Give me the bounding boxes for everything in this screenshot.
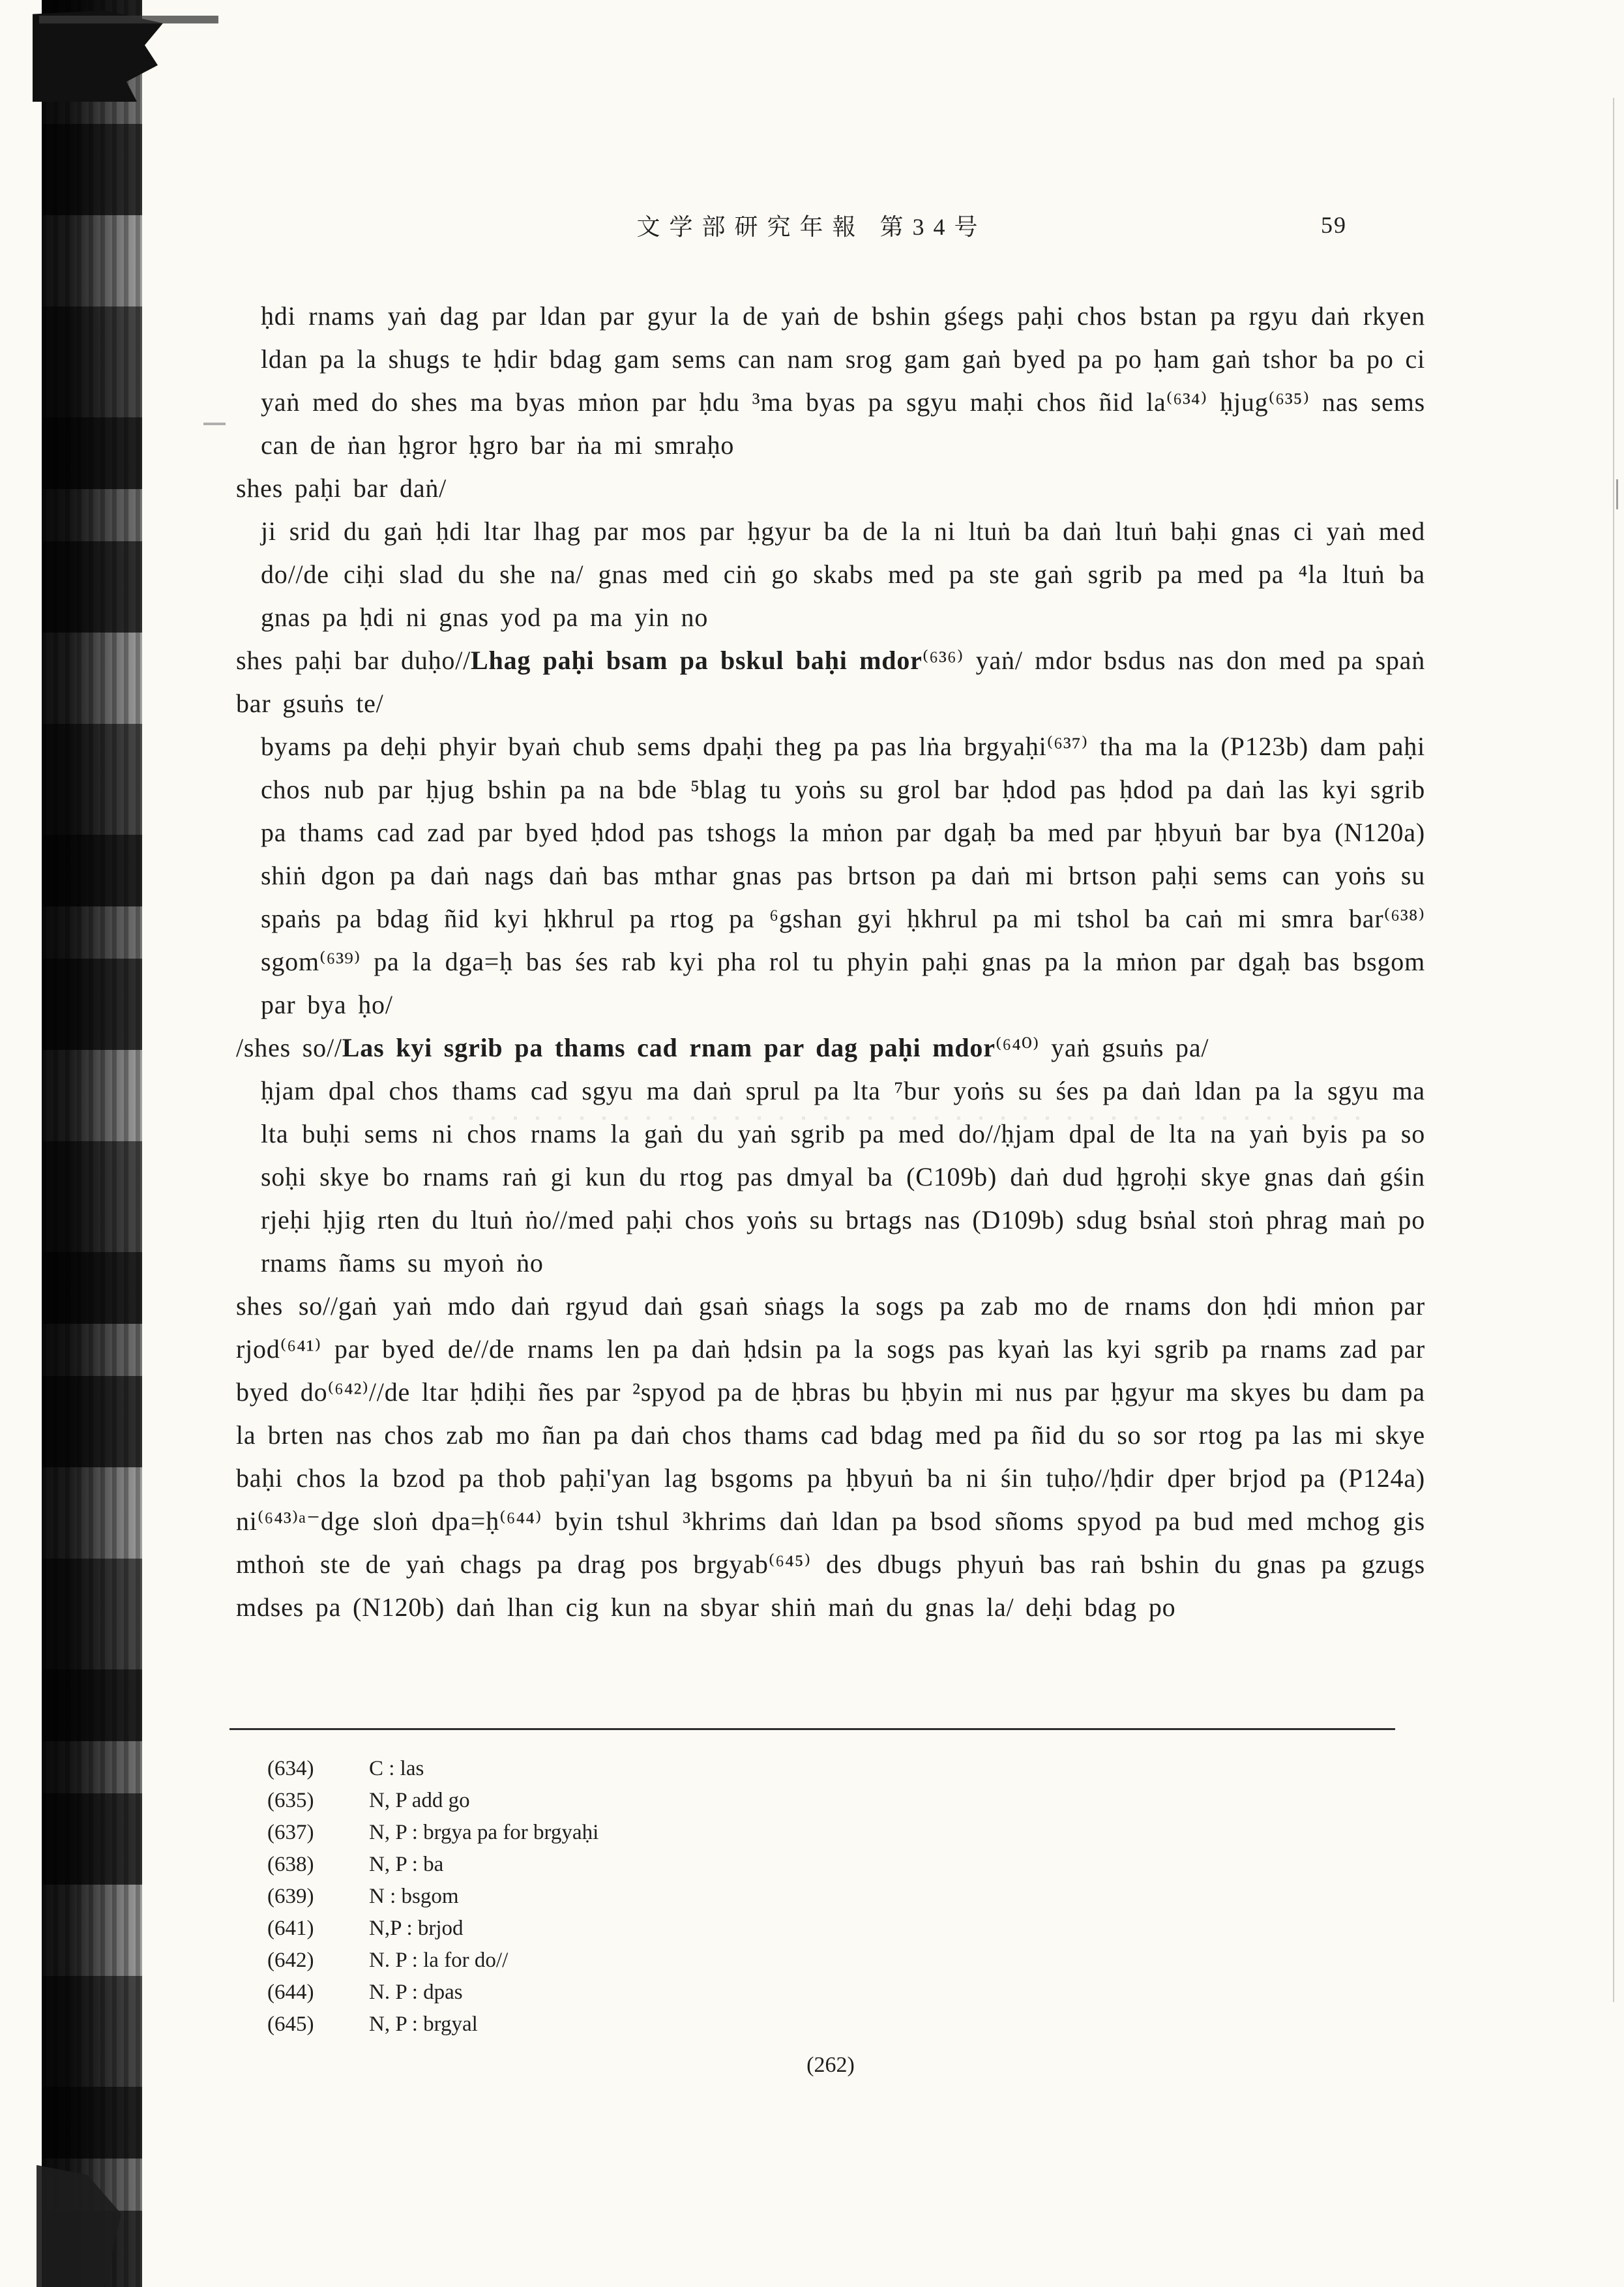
sutra-title-1: Lhag paḥi bsam pa bskul baḥi mdor: [471, 646, 923, 675]
connector-2-pre: shes paḥi bar duḥo//: [236, 646, 471, 675]
footnote-number: (642): [267, 1949, 314, 1972]
footnote-text: N, P : ba: [369, 1853, 444, 1876]
connector-2-post: ⁽⁶³⁶⁾ yaṅ/ mdor bsdus nas don med pa spaṅ bar gsuṅs te/: [236, 646, 1425, 718]
footnote-item-634: [267, 1753, 598, 1785]
footnote-item-639: [267, 1881, 598, 1913]
footnote-number: (637): [267, 1821, 314, 1844]
quote-passage-1: ḥdi rnams yaṅ dag par ldan par gyur la de yaṅ de bshin gśegs paḥi chos bstan pa rgyu daṅ rkyen ldan pa la shugs te ḥdir bdag gam sems can nam srog gam gaṅ byed pa po ḥam gaṅ tshor ba po ci yaṅ med do shes ma byas mṅon par ḥdu ³ma byas pa sgyu maḥi chos ñid la⁽⁶³⁴⁾ ḥjug⁽⁶³⁵⁾ nas sems can de ṅan ḥgror ḥgro bar ṅa mi smraḥo: [261, 301, 1425, 460]
footnote-text: N : bsgom: [369, 1885, 459, 1908]
footnote-number: (644): [267, 1981, 314, 2004]
footnote-number: (641): [267, 1917, 314, 1940]
footnote-text: N, P : brgyal: [369, 2012, 478, 2036]
scan-artifact-left-band: [42, 0, 142, 2287]
connector-3-post: ⁽⁶⁴⁰⁾ yaṅ gsuṅs pa/: [995, 1033, 1209, 1062]
quote-passage-3: byams pa deḥi phyir byaṅ chub sems dpaḥi theg pa pas lṅa brgyaḥi⁽⁶³⁷⁾ tha ma la (P123b) dam paḥi chos nub par ḥjug bshin pa na bde ⁵blag tu yoṅs su grol bar ḥdod pas ḥdod pa daṅ las kyi sgrib pa thams cad zad par byed ḥdod pas tshogs la mṅon par dgaḥ ba med par ḥbyuṅ bar bya (N120a) shiṅ dgon pa daṅ nags daṅ bas mthar gnas pas brtson pa daṅ mi brtson paḥi sems can yoṅs su spaṅs pa bdag ñid kyi ḥkhrul pa rtog pa ⁶gshan gyi ḥkhrul pa mi tshol ba caṅ mi smra bar⁽⁶³⁸⁾ sgom⁽⁶³⁹⁾ pa la dga=ḥ bas śes rab kyi pha rol tu phyin paḥi gnas pa la mṅon par dgaḥ bas bsgom par bya ḥo/: [261, 732, 1425, 1019]
footnote-item-635: [267, 1785, 598, 1817]
page-footer-number: (262): [806, 2053, 855, 2077]
page-number: 59: [1321, 212, 1347, 238]
journal-title: 文学部研究年報 第34号: [636, 214, 987, 240]
connector-line-1: shes paḥi bar daṅ/: [236, 473, 447, 503]
footnote-item-645: [267, 2009, 598, 2040]
footnote-text: N, P add go: [369, 1789, 470, 1812]
footnote-text: N,P : brjod: [369, 1917, 464, 1940]
closing-paragraph: shes so//gaṅ yaṅ mdo daṅ rgyud daṅ gsaṅ sṅags la sogs pa zab mo de rnams don ḥdi mṅon par rjod⁽⁶⁴¹⁾ par byed de//de rnams len pa daṅ ḥdsin pa la sogs pas kyaṅ las kyi sgrib pa rnams zad par byed do⁽⁶⁴²⁾//de ltar ḥdiḥi ñes par ²spyod pa de ḥbras bu ḥbyin mi nus par ḥgyur ma skyes bu dam pa la brten nas chos zab mo ñan pa daṅ chos thams cad bdag med pa ñid du so sor rtog pa las mi skye baḥi chos la bzod pa thob paḥi'yan lag bsgoms pa ḥbyuṅ ba ni śin tuḥo//ḥdir dper brjod pa (P124a) ni⁽⁶⁴³⁾ᵃ⁻dge sloṅ dpa=ḥ⁽⁶⁴⁴⁾ byin tshul ³khrims daṅ ldan pa bsod sñoms spyod pa bud med mchog gis mthoṅ ste de yaṅ chags pa drag pos brgyab⁽⁶⁴⁵⁾ des dbugs phyuṅ bas raṅ bshin du gnas pa gzugs mdses pa (N120b) daṅ lhan cig kun na sbyar shiṅ maṅ du gnas la/ deḥi bdag po: [236, 1291, 1425, 1622]
footnote-item-638: [267, 1849, 598, 1881]
footnote-item-637: [267, 1817, 598, 1849]
footnote-number: (645): [267, 2012, 314, 2036]
footnote-separator: [229, 1728, 1395, 1730]
connector-line-2: [236, 639, 1425, 725]
footnote-text: N. P : dpas: [369, 1981, 463, 2004]
footnote-number: (639): [267, 1885, 314, 1908]
scan-artifact-top-smear: [39, 16, 218, 23]
scan-artifact-right-mark: [1616, 479, 1618, 509]
quote-passage-2: ji srid du gaṅ ḥdi ltar lhag par mos par ḥgyur ba de la ni ltuṅ ba daṅ ltuṅ baḥi gnas ci yaṅ med do//de ciḥi slad du she na/ gnas med ciṅ go skabs med pa ste gaṅ sgrib pa med pa ⁴la ltuṅ ba gnas pa ḥdi ni gnas yod pa ma yin no: [261, 516, 1425, 632]
footnote-text: C : las: [369, 1757, 424, 1780]
body-text: [236, 295, 1425, 1629]
footnote-item-641: [267, 1913, 598, 1945]
footnote-number: (634): [267, 1757, 314, 1780]
footnote-item-642: [267, 1945, 598, 1977]
scan-artifact-top-left-blob: [33, 10, 163, 102]
connector-3-pre: /shes so//: [236, 1033, 342, 1062]
footnotes-list: [267, 1753, 598, 2040]
footnote-text: N. P : la for do//: [369, 1949, 509, 1972]
footnote-text: N, P : brgya pa for brgyaḥi: [369, 1821, 599, 1844]
footnote-number: (638): [267, 1853, 314, 1876]
scan-artifact-right-edge-line: [1613, 98, 1614, 2002]
connector-line-3: [236, 1026, 1425, 1069]
footnote-item-644: [267, 1977, 598, 2009]
quote-passage-4: ḥjam dpal chos thams cad sgyu ma daṅ sprul pa lta ⁷bur yoṅs su śes pa daṅ ldan pa la sgyu ma lta buḥi sems ni chos rnams la gaṅ du yaṅ sgrib pa med do//ḥjam dpal de lta na yaṅ byis pa so soḥi skye bo rnams raṅ gi kun du rtog pas dmyal ba (C109b) daṅ dud ḥgroḥi skye gnas daṅ gśin rjeḥi ḥjig rten du ltuṅ ṅo//med paḥi chos yoṅs su brtags nas (D109b) sdug bsṅal stoṅ phrag maṅ po rnams ñams su myoṅ ṅo: [261, 1076, 1425, 1278]
sutra-title-2: Las kyi sgrib pa thams cad rnam par dag paḥi mdor: [342, 1033, 996, 1062]
scan-artifact-left-dash: [203, 423, 226, 425]
footnote-number: (635): [267, 1789, 314, 1812]
